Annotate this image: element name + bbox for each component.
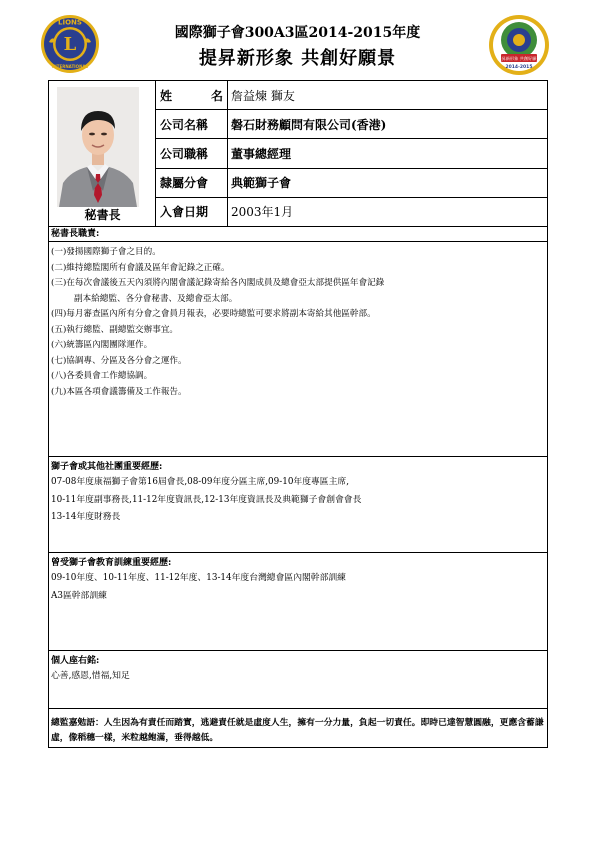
governor-message-section — [49, 709, 547, 747]
svg-text:2014-2015: 2014-2015 — [505, 65, 533, 70]
club-label: 隸屬分會 — [156, 169, 228, 197]
company-label: 公司名稱 — [156, 110, 228, 138]
name-value: 詹益煉 獅友 — [231, 88, 295, 103]
company-value: 磐石財務顧問有限公司(香港) — [231, 117, 387, 132]
field-row-club — [156, 169, 547, 198]
portrait-photo — [57, 87, 139, 207]
field-row-company — [156, 110, 547, 139]
field-row-join-date — [156, 198, 547, 226]
field-row-name — [156, 81, 547, 110]
name-label-char: 姓 — [160, 88, 173, 103]
svg-text:提昇新形象 共創好願景: 提昇新形象 共創好願景 — [497, 56, 541, 61]
position-label: 公司職稱 — [156, 139, 228, 167]
svg-text:LIONS: LIONS — [58, 18, 82, 27]
governor-message-text: 總監嘉勉語：人生因為有責任而踏實，逃避責任就是虛度人生，擁有一分力量，負起一切責任。即時已達智慧圓融，更應含蓄謙虛，像稻穗一樣，米粒越飽滿，垂得越低。 — [51, 718, 544, 743]
photo-cell — [49, 81, 156, 226]
field-row-position — [156, 139, 547, 168]
experience-line: 13-14年度財務長 — [51, 512, 121, 522]
join-date-label: 入會日期 — [156, 198, 228, 226]
experience-line: 10-11年度副事務長,11-12年度資訊長,12-13年度資訊長及典範獅子會創會會長 — [51, 494, 362, 505]
training-line: A3區幹部訓練 — [51, 590, 107, 601]
duty-item: (七)協調專、分區及各分會之運作。 — [51, 355, 187, 366]
position-value: 董事總經理 — [231, 147, 292, 161]
header-slogan: 提昇新形象 共創好願景 — [198, 48, 397, 69]
duty-item: (五)執行總監、副總監交辦事宜。 — [51, 324, 179, 335]
club-value: 典範獅子會 — [231, 176, 292, 191]
experience-title: 獅子會或其他社團重要經歷: — [51, 462, 163, 472]
training-line: 09-10年度、10-11年度、11-12年度、13-14年度台灣總會區內閣幹部訓練 — [51, 573, 346, 583]
experience-line: 07-08年度康福獅子會第16屆會長,08-09年度分區主席,09-10年度專區主席, — [51, 477, 349, 487]
motto-title: 個人座右銘: — [51, 656, 100, 666]
duty-item: (三)在每次會議後五天內須將內閣會議記錄寄給各內閣成員及總會亞太部提供區年會記錄 — [51, 278, 385, 288]
profile-sheet — [48, 80, 548, 748]
duty-item: (八)各委員會工作總協調。 — [51, 371, 153, 381]
motto-text: 心善,感恩,惜福,知足 — [51, 671, 130, 681]
duty-item: (一)發揚國際獅子會之目的。 — [51, 247, 161, 257]
training-section — [49, 553, 547, 651]
role-title: 秘書長 — [84, 208, 121, 222]
profile-fields — [156, 81, 547, 226]
duty-item-continuation: 副本給總監、各分會秘書、及總會亞太部。 — [74, 293, 238, 304]
duties-list — [49, 242, 547, 457]
training-title: 曾受獅子會教育訓練重要經歷: — [51, 558, 172, 568]
header-title: 國際獅子會300A3區2014-2015年度 — [174, 25, 421, 41]
svg-text:INTERNATIONAL: INTERNATIONAL — [51, 64, 89, 69]
name-label-char: 名 — [210, 88, 223, 103]
duty-item: (二)維持總監閣所有會議及區年會記錄之正確。 — [51, 262, 230, 273]
duty-item: (四)每月審查區內所有分會之會員月報表，必要時總監可要求將副本寄給其他區幹部。 — [51, 309, 376, 319]
duty-item: (六)統籌區內閣團隊運作。 — [51, 340, 153, 350]
join-date-value: 2003年1月 — [231, 205, 294, 220]
experience-section — [49, 457, 547, 553]
motto-section — [49, 651, 547, 709]
profile-header — [49, 81, 547, 227]
duties-title: 秘書長職責: — [49, 227, 547, 242]
svg-text:L: L — [63, 34, 77, 55]
name-label — [156, 81, 228, 109]
duty-item: (九)本區各項會議籌備及工作報告。 — [51, 386, 187, 397]
